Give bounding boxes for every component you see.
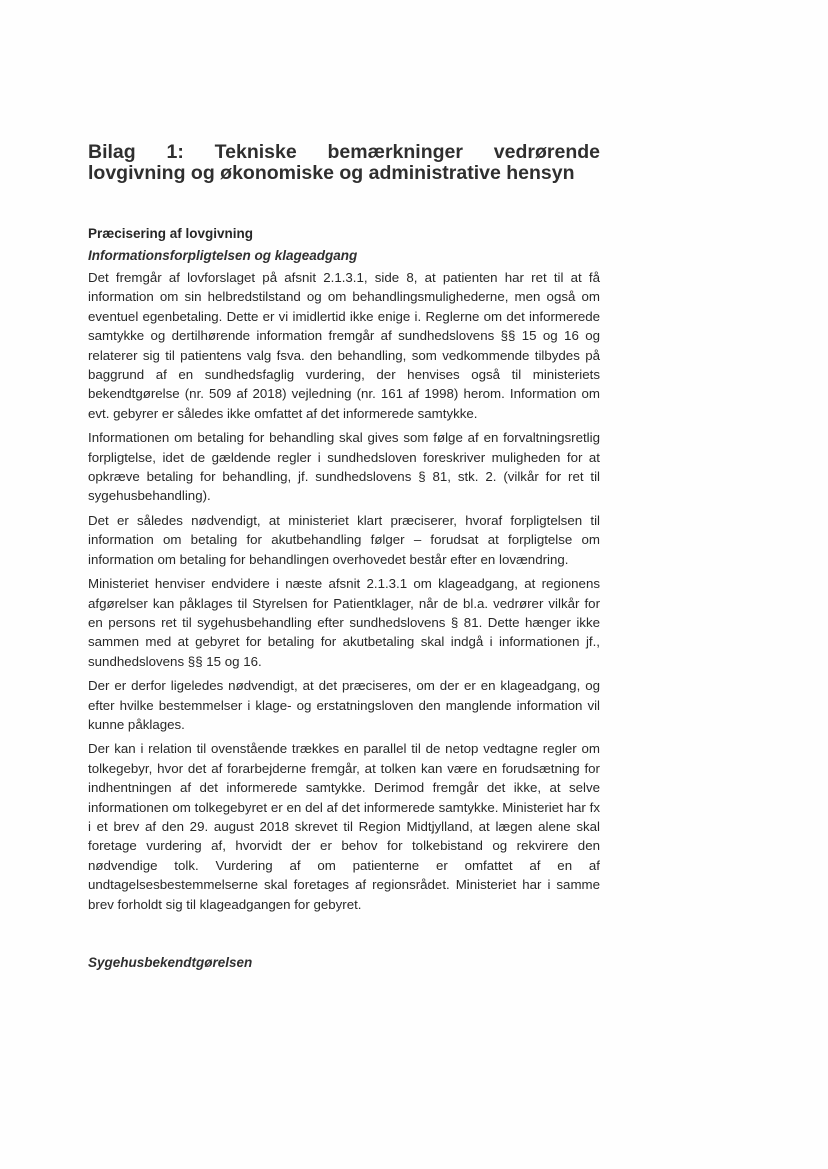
paragraph: Der kan i relation til ovenstående trækkes en parallel til de netop vedtagne regler om tolkegebyr, hvor det af forarbejderne fremgår, at tolken kan være en forudsætning for indhentningen af det informerede samtykke. Derimod fremgår det ikke, at selve informationen om tolkegebyret er en del af det informerede samtykke. Ministeriet har fx i et brev af den 29. august 2018 skrevet til Region Midtjylland, at lægen alene skal foretage vurdering af, hvorvidt der er behov for tolkebistand og rekvirere den nødvendige tolk. Vurdering af om patienterne er omfattet af en af undtagelsesbestemmelserne skal foretages af regionsrådet. Ministeriet har i samme brev forholdt sig til klageadgangen for gebyret.	[88, 741, 600, 912]
document-title: Bilag 1: Tekniske bemærkninger vedrørende lovgivning og økonomiske og administrative hensyn	[88, 141, 600, 184]
section-heading: Præcisering af lovgivning	[88, 226, 254, 241]
subheading-sygehusbekendtgorelsen: Sygehusbekendtgørelsen	[88, 955, 253, 970]
document-content	[88, 142, 600, 972]
paragraph: Det er således nødvendigt, at ministeriet klart præciserer, hvoraf forpligtelsen til information om betaling for akutbehandling følger – forudsat at forpligtelse om information om betaling for behandlingen overhovedet består efter en lovændring.	[88, 512, 600, 567]
paragraph: Det fremgår af lovforslaget på afsnit 2.1.3.1, side 8, at patienten har ret til at få information om sin helbredstilstand og om behandlingsmulighederne, men også om eventuel egenbetaling. Dette er vi imidlertid ikke enige i. Reglerne om det informerede samtykke og dertilhørende information fremgår af sundhedslovens §§ 15 og 16 og relaterer sig til patientens valg fsva. den behandling, som vedkommende tilbydes på baggrund af en sundhedsfaglig vurdering, der henvises også til ministeriets bekendtgørelse (nr. 509 af 2018) vejledning (nr. 161 af 1998) herom. Information om evt. gebyrer er således ikke omfattet af det informerede samtykke.	[88, 270, 600, 421]
subheading: Informationsforpligtelsen og klageadgang	[88, 248, 358, 263]
paragraph: Ministeriet henviser endvidere i næste afsnit 2.1.3.1 om klageadgang, at regionens afgørelser kan påklages til Styrelsen for Patientklager, når de bl.a. vedrører vilkår for en persons ret til sygehusbehandling efter sundhedslovens § 81. Dette hænger ikke sammen med at gebyret for betaling for akutbetaling skal indgå i informationen jf., sundhedslovens §§ 15 og 16.	[88, 576, 600, 669]
paragraph: Der er derfor ligeledes nødvendigt, at det præciseres, om der er en klageadgang, og efter hvilke bestemmelser i klage- og erstatningsloven den manglende information vil kunne påklages.	[88, 678, 600, 732]
paragraph: Informationen om betaling for behandling skal gives som følge af en forvaltningsretlig forpligtelse, idet de gældende regler i sundhedsloven foreskriver muligheden for at opkræve betaling for behandling, jf. sundhedslovens § 81, stk. 2. (vilkår for ret til sygehusbehandling).	[88, 430, 600, 504]
